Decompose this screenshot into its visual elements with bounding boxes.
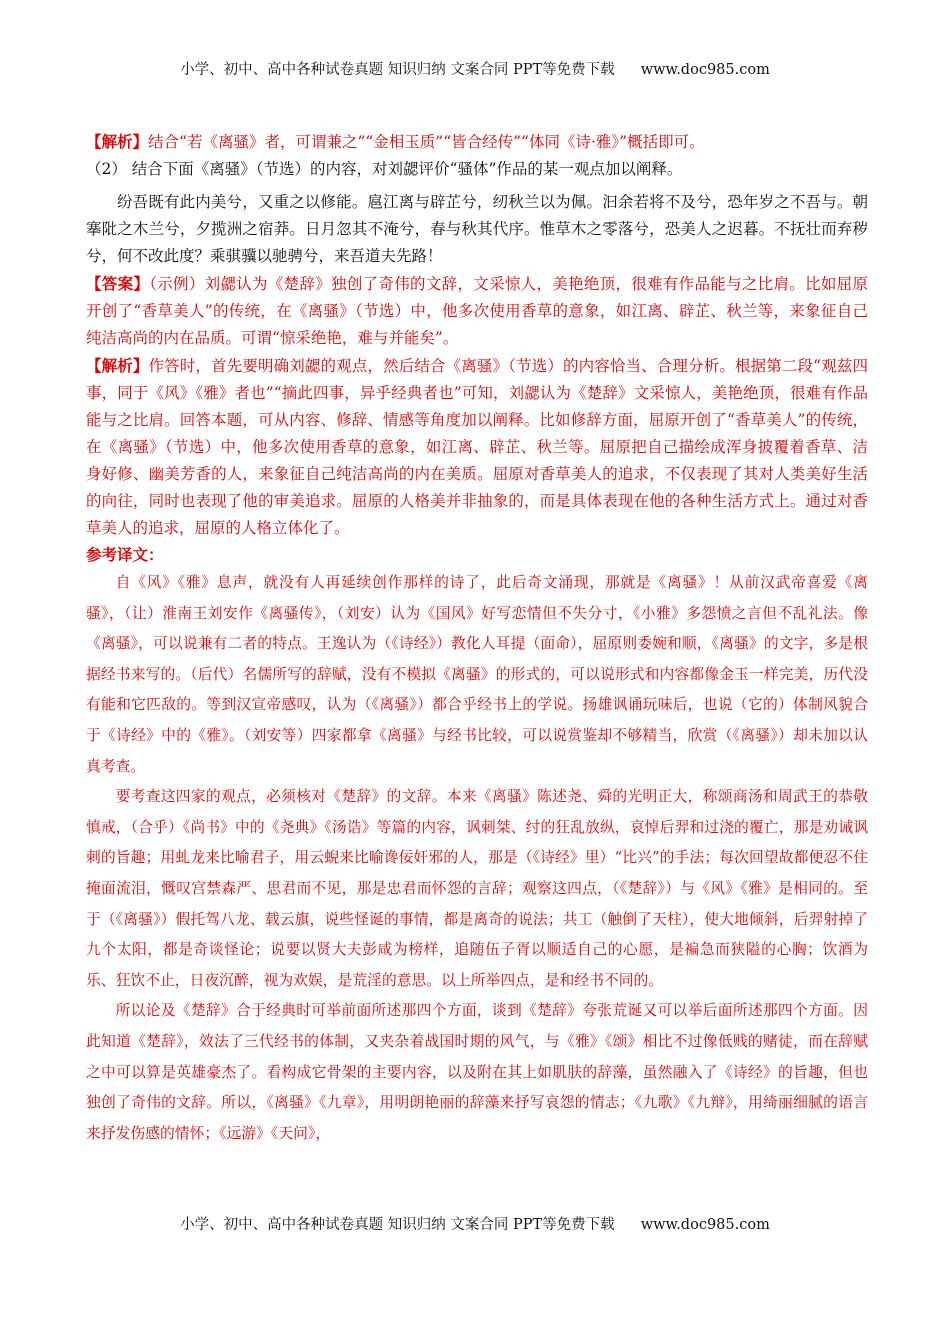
- translation-paragraph-2: 要考查这四家的观点，必须核对《楚辞》的文辞。本来《离骚》陈述尧、舜的光明正大，称颂商汤和周武王的恭敬慎戒，（合乎）《尚书》中的《尧典》《汤诰》等篇的内容，讽刺桀、纣的狂乱放纵，哀悼后羿和过浇的覆亡，那是劝诫讽刺的旨趣；用虬龙来比喻君子，用云蜺来比喻谗佞奸邪的人，那是（《诗经》里）“比兴”的手法；每次回望故都便忍不住掩面流泪，慨叹宫禁森严、思君而不见，那是忠君而怀怨的言辞；观察这四点，（《楚辞》）与《风》《雅》是相同的。至于（《离骚》）假托驾八龙、载云旗，说些怪诞的事情，都是离奇的说法；共工（触倒了天柱），使大地倾斜，后羿射掉了九个太阳，都是奇谈怪论；说要以贤大夫彭咸为榜样，追随伍子胥以顺适自己的心愿，是褊急而狭隘的心胸；饮酒为乐、狂饮不止，日夜沉醉，视为欢娱，是荒淫的意思。以上所举四点，是和经书不同的。: [86, 788, 868, 989]
- analysis-2-text: 作答时，首先要明确刘勰的观点，然后结合《离骚》（节选）的内容恰当、合理分析。根据第二段“观兹四事，同于《风》《雅》者也”“摘此四事，异乎经典者也”可知，刘勰认为《楚辞》文采惊人，美艳绝顶，很难有作品能与之比肩。回答本题，可从内容、修辞、情感等角度加以阐释。比如修辞方面，屈原开创了“香草美人”的传统，在《离骚》（节选）中，他多次使用香草的意象，如江离、辟芷、秋兰等。屈原把自己描绘成浑身披覆着香草、洁身好修、幽美芳香的人，来象征自己纯洁高尚的内在美质。屈原对香草美人的追求，不仅表现了其对人类美好生活的向往，同时也表现了他的审美追求。屈原的人格美并非抽象的，而是具体表现在他的各种生活方式上。通过对香草美人的追求，屈原的人格立体化了。: [86, 357, 868, 537]
- document-body: [86, 128, 868, 1149]
- question-2: （2） 结合下面《离骚》（节选）的内容，对刘勰评价“骚体”作品的某一观点加以阐释。: [86, 160, 683, 178]
- footer-text: 小学、初中、高中各种试卷真题 知识归纳 文案合同 PPT等免费下载: [180, 1217, 615, 1233]
- header-text: 小学、初中、高中各种试卷真题 知识归纳 文案合同 PPT等免费下载: [180, 62, 615, 78]
- passage: 纷吾既有此内美兮，又重之以修能。扈江离与辟芷兮，纫秋兰以为佩。汩余若将不及兮，恐年岁之不吾与。朝搴阰之木兰兮，夕揽洲之宿莽。日月忽其不淹兮，春与秋其代序。惟草木之零落兮，恐美人之迟暮。不抚壮而弃秽兮，何不改此度？乘骐骥以驰骋兮，来吾道夫先路！: [86, 193, 868, 265]
- analysis-2-label: 【解析】: [86, 356, 149, 375]
- answer: [86, 270, 868, 352]
- analysis-1-label: 【解析】: [86, 132, 149, 151]
- answer-label: 【答案】: [86, 274, 150, 293]
- translation-paragraph-3: 所以论及《楚辞》合于经典时可举前面所述那四个方面，谈到《楚辞》夸张荒诞又可以举后面所述那四个方面。因此知道《楚辞》，效法了三代经书的体制，又夹杂着战国时期的风气，与《雅》《颂》相比不过像低贱的赌徒，而在辞赋之中可以算是英雄豪杰了。看构成它骨架的主要内容，以及附在其上如肌肤的辞藻，虽然融入了《诗经》的旨趣，但也独创了奇伟的文辞。所以，《离骚》《九章》，用明朗艳丽的辞藻来抒写哀怨的情志；《九歌》《九辩》，用绮丽细腻的语言来抒发伤感的情怀；《远游》《天问》，: [86, 1002, 868, 1142]
- header-site: www.doc985.com: [640, 62, 770, 78]
- page-header: [0, 58, 950, 79]
- analysis-1-text: 结合“若《离骚》者，可谓兼之”“金相玉质”“皆合经传”“体同《诗·雅》”概括即可。: [148, 133, 705, 151]
- answer-text: （示例）刘勰认为《楚辞》独创了奇伟的文辞，文采惊人，美艳绝顶，很难有作品能与之比肩。比如屈原开创了“香草美人”的传统，在《离骚》（节选）中，他多次使用香草的意象，如江离、辟芷、秋兰等，来象征自己纯洁高尚的内在品质。可谓“惊采绝艳，难与并能矣”。: [86, 275, 868, 347]
- translation-paragraph-1: 自《风》《雅》息声，就没有人再延续创作那样的诗了，此后奇文涌现，那就是《离骚》！从前汉武帝喜爱《离骚》，（让）淮南王刘安作《离骚传》，（刘安）认为《国风》好写恋情但不失分寸，《小雅》多怨愤之言但不乱礼法。像《离骚》，可以说兼有二者的特点。王逸认为（《诗经》）教化人耳提（面命），屈原则委婉和顺，《离骚》的文字，多是根据经书来写的。（后代）名儒所写的辞赋，没有不模拟《离骚》的形式的，可以说形式和内容都像金玉一样完美，历代没有能和它匹敌的。等到汉宣帝感叹，认为（《离骚》）都合乎经书上的学说。扬雄讽诵玩味后，也说（它的）体制风貌合于《诗经》中的《雅》。（刘安等）四家都拿《离骚》与经书比较，可以说赏鉴却不够精当，欣赏（《离骚》）却未加以认真考查。: [86, 574, 868, 775]
- analysis-1: [86, 128, 868, 156]
- footer-site: www.doc985.com: [640, 1217, 770, 1233]
- translation-heading: 参考译文：: [86, 545, 164, 564]
- analysis-2: [86, 352, 868, 542]
- translation: [86, 568, 868, 1149]
- page-footer: [0, 1213, 950, 1234]
